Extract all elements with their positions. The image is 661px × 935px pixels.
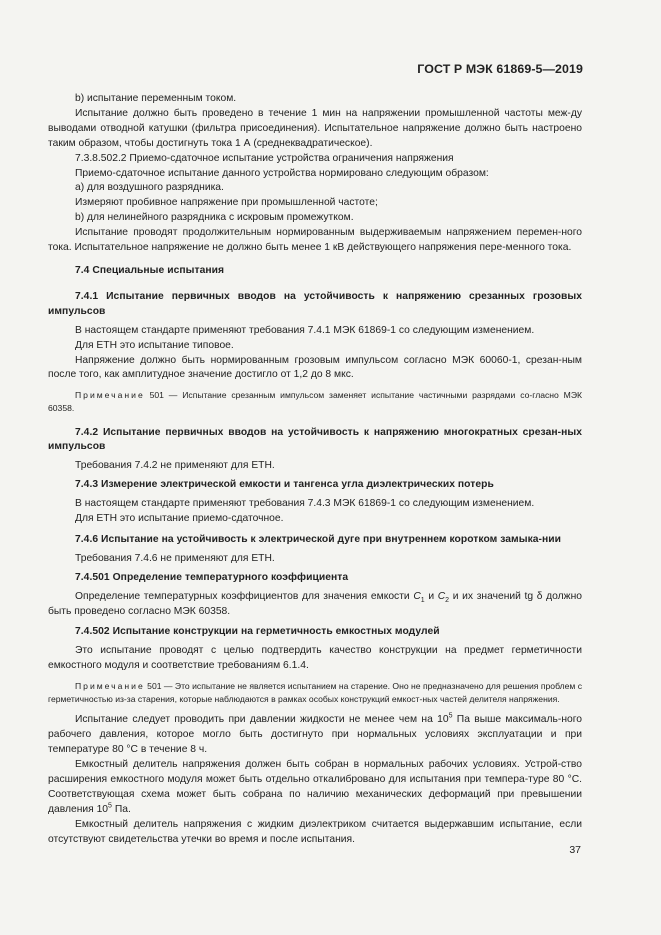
- page-body: [48, 92, 582, 848]
- note-text: 501 — Это испытание не является испытанием на старение. Оно не предназначено для решения проблем с герметичностью из-за старения, которые наблюдаются в рамках особых конструкций емкост-ных частей делителя напряжения.: [48, 681, 583, 704]
- note: [48, 389, 582, 414]
- paragraph: Требования 7.4.6 не применяют для ЕТН.: [75, 552, 275, 564]
- paragraph: Емкостный делитель напряжения с жидким диэлектриком считается выдержавшим испытание, если отсутствуют свидетельства утечки во время и после испытания.: [48, 818, 582, 845]
- document-header: ГОСТ Р МЭК 61869-5—2019: [417, 62, 583, 76]
- paragraph: Испытание должно быть проведено в течение 1 мин на напряжении промышленной частоты меж-ду выводами отводной катушки (фильтра присоединения). Испытательное напряжение должно быть настроено таким образом, чтобы достигнуть тока 1 А (среднеквадратическое).: [48, 107, 582, 149]
- subsection-title: 7.3.8.502.2 Приемо-сдаточное испытание устройства ограничения напряжения: [75, 152, 454, 164]
- section-heading: 7.4.501 Определение температурного коэффициента: [75, 571, 349, 583]
- paragraph: Приемо-сдаточное испытание данного устройства нормировано следующим образом:: [75, 167, 489, 179]
- paragraph: Для ЕТН это испытание приемо-сдаточное.: [75, 513, 284, 525]
- paragraph: Емкостный делитель напряжения должен быть собран в нормальных рабочих условиях. Устрой-ство расширения емкостного модуля может быть отдельно откалибровано для испытания при темпера-туре 80 °С. Соответствующая схема может быть собрана по наличию механических деформаций при превышении давления $10^5$ Па.: [48, 759, 582, 815]
- section-heading: 7.4.2 Испытание первичных вводов на устойчивость к напряжению многократных срезан-ных импульсов: [48, 426, 582, 453]
- paragraph: Напряжение должно быть нормированным грозовым импульсом согласно МЭК 60060-1, срезан-ным после того, как амплитудное значение достигло от 1,2 до 8 мкс.: [48, 354, 582, 381]
- page-number: 37: [569, 844, 581, 856]
- paragraph: В настоящем стандарте применяют требования 7.4.3 МЭК 61869-1 со следующим изменением.: [75, 498, 535, 510]
- paragraph: Это испытание проводят с целью подтвердить качество конструкции на предмет герметичности емкостного модуля и соответствие требованиям 6.1.4.: [48, 645, 582, 672]
- section-heading: 7.4.6 Испытание на устойчивость к электрической дуге при внутреннем коротком замыка-нии: [75, 533, 562, 545]
- paragraph: Для ЕТН это испытание типовое.: [75, 339, 234, 351]
- list-item: b) испытание переменным током.: [75, 93, 237, 104]
- section-heading: 7.4.3 Измерение электрической емкости и тангенса угла диэлектрических потерь: [75, 479, 494, 491]
- note-label: Примечание: [75, 390, 145, 401]
- paragraph: Испытание следует проводить при давлении жидкости не менее чем на $10^5$ Па выше максималь-ного рабочего давления, которое могло быть достигнуто при нормальных условиях эксплуатации и при температуре 80 °С в течение 8 ч.: [48, 712, 582, 756]
- note-label: Примечание: [75, 681, 145, 692]
- paragraph: В настоящем стандарте применяют требования 7.4.1 МЭК 61869-1 со следующим изменением.: [75, 324, 535, 336]
- note: [48, 680, 582, 705]
- list-item: b) для нелинейного разрядника с искровым промежутком.: [75, 212, 354, 224]
- section-heading: 7.4.1 Испытание первичных вводов на устойчивость к напряжению срезанных грозовых импульсов: [48, 290, 582, 317]
- paragraph: Измеряют пробивное напряжение при промышленной частоте;: [75, 197, 378, 209]
- paragraph: Требования 7.4.2 не применяют для ЕТН.: [75, 460, 275, 472]
- list-item: а) для воздушного разрядника.: [75, 182, 224, 194]
- section-heading: 7.4.502 Испытание конструкции на герметичность емкостных модулей: [75, 626, 440, 638]
- note-text: 501 — Испытание срезанным импульсом заменяет испытание частичными разрядами со-гласно МЭК 60358.: [48, 390, 583, 413]
- paragraph: Определение температурных коэффициентов для значения емкости $C_1$ и $C_2$ и их значений tg δ должно быть проведено согласно МЭК 60358.: [48, 590, 582, 617]
- paragraph: Испытание проводят продолжительным нормированным выдерживаемым напряжением перемен-ного тока. Испытательное напряжение не должно быть менее 1 кВ действующего напряжения пере-менного тока.: [48, 227, 582, 254]
- section-heading: 7.4 Специальные испытания: [75, 264, 225, 276]
